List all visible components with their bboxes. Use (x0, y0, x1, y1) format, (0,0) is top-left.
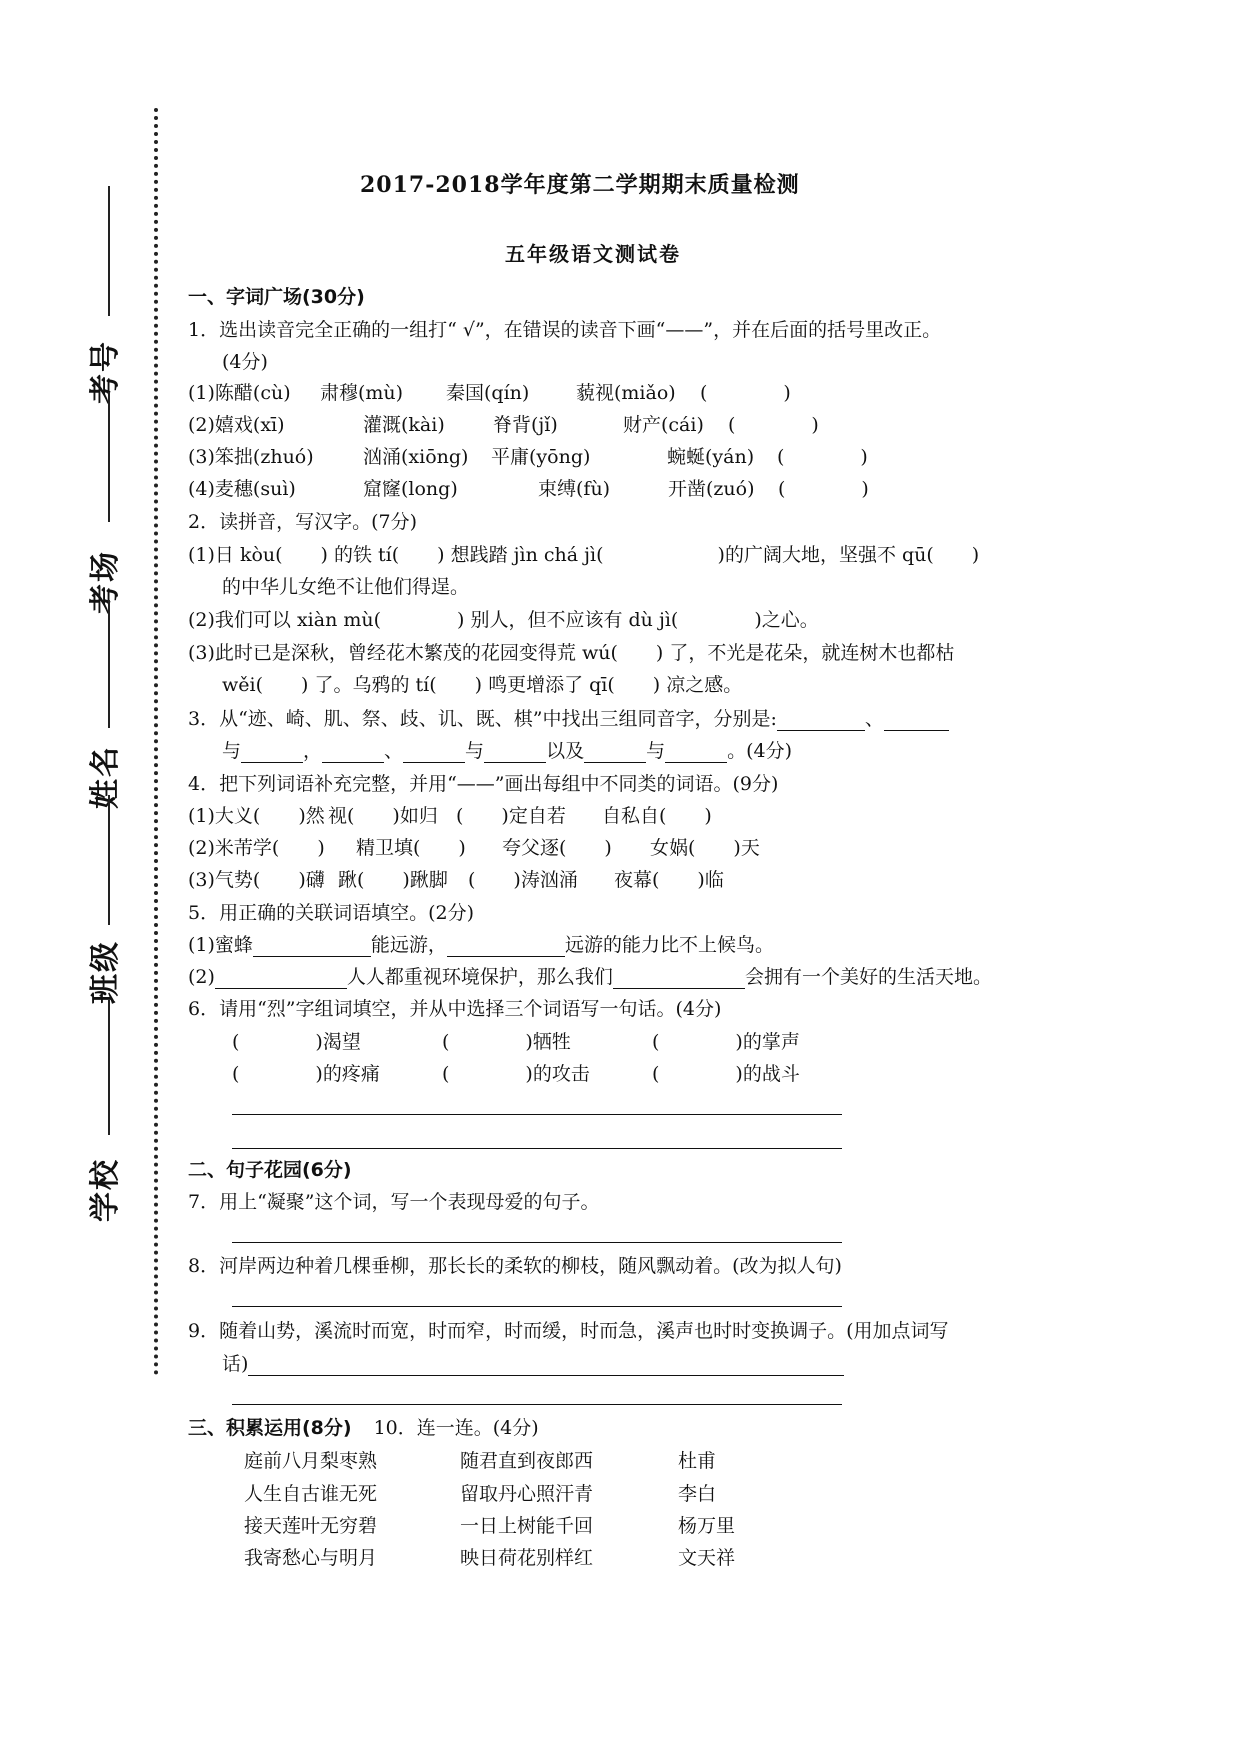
q7-answer-line[interactable] (232, 1242, 842, 1243)
poem-row-2 (244, 1482, 716, 1506)
q3-blank-8[interactable] (665, 743, 727, 763)
q6-text: 6．请用“烈”字组词填空，并从中选择三个词语写一句话。(4分) (188, 998, 722, 1020)
q4-row-3: (3)气势( )礴 踿( )踿脚 ( )涛汹涌 夜幕( )临 (188, 869, 724, 891)
poem-line-b3[interactable]: 一日上树能千回 (460, 1515, 594, 1537)
q1-score: (4分) (222, 351, 268, 373)
q3-blank-7[interactable] (584, 743, 646, 763)
q1-row-4: (4)麦穗(suì) 窟窿(long) 束缚(fù) 开凿(zuó) ( ) (188, 478, 869, 500)
poem-row-4 (244, 1546, 735, 1570)
q4-row-1: (1)大义( )然 视( )如归 ( )定自若 自私自( ) (188, 805, 712, 827)
q1-row-1: (1)陈醋(cù) 肃穆(mù) 秦国(qín) 藐视(miǎo) ( ) (188, 382, 791, 404)
q6-answer-line-1[interactable] (232, 1114, 842, 1115)
poem-line-b2[interactable]: 留取丹心照汗青 (460, 1483, 594, 1505)
poet-4[interactable]: 文天祥 (678, 1547, 736, 1569)
q8-answer-line[interactable] (232, 1306, 842, 1307)
q5-blank-1[interactable] (253, 937, 371, 957)
q9-answer-line-1[interactable] (248, 1356, 844, 1376)
poem-line-a2[interactable]: 人生自古谁无死 (244, 1483, 378, 1505)
q1-answer-3[interactable]: ( ) (777, 446, 868, 468)
q3-blank-5[interactable] (403, 743, 465, 763)
q2-line-1: (1)日 kòu( ) 的铁 tí( ) 想践踏 jìn chá jì( )的广阔大地，坚强不 qū( ) (188, 544, 980, 566)
q1-row-3: (3)笨拙(zhuó) 汹涌(xiōng) 平庸(yōng) 蜿蜒(yán) ( ) (188, 446, 868, 468)
side-label-school: 学校 (88, 1158, 123, 1222)
poet-1[interactable]: 杜甫 (678, 1450, 717, 1472)
q3-blank-2[interactable] (884, 711, 949, 731)
q9-text: 9．随着山势，溪流时而宽，时而窄，时而缓，时而急，溪声也时时变换调子。(用加点词写 (188, 1320, 949, 1342)
side-label-exam-number: 考号 (88, 340, 123, 404)
q4-row-2: (2)米芾学( ) 精卫填( ) 夸父逐( ) 女娲( )天 (188, 837, 760, 859)
q1-answer-4[interactable]: ( ) (778, 478, 869, 500)
q5-line-1: (1)蜜蜂 能远游， 远游的能力比不上候鸟。 (188, 934, 774, 956)
q2-line-3: (2)我们可以 xiàn mù( ) 别人，但不应该有 dù jì( )之心。 (188, 609, 819, 631)
q3-text: 3．从“迹、崎、肌、祭、歧、讥、既、棋”中找出三组同音字，分别是: 、 (188, 707, 949, 731)
q3-blank-4[interactable] (322, 743, 384, 763)
exam-room-field[interactable] (108, 392, 110, 522)
poem-row-3 (244, 1514, 735, 1538)
exam-number-field[interactable] (108, 186, 110, 316)
q9-answer-line-2[interactable] (232, 1404, 842, 1405)
q5-blank-4[interactable] (613, 969, 745, 989)
q6-answer-line-2[interactable] (232, 1148, 842, 1149)
q2-line-5: wěi( ) 了。乌鸦的 tí( ) 鸣更增添了 qī( ) 凉之感。 (222, 674, 743, 696)
q6-row-1: ( )渴望 ( )牺牲 ( )的掌声 (232, 1031, 800, 1053)
page-title: 2017-2018学年度第二学期期末质量检测 (360, 172, 800, 198)
section-2-heading: 二、句子花园(6分) (188, 1159, 352, 1181)
q1-text: 1．选出读音完全正确的一组打“ √”，在错误的读音下画“——”，并在后面的括号里改正。 (188, 319, 942, 341)
q2-text: 2．读拼音，写汉字。(7分) (188, 511, 418, 533)
q3-blank-6[interactable] (484, 743, 546, 763)
q3-blank-3[interactable] (241, 743, 303, 763)
q5-blank-3[interactable] (215, 969, 347, 989)
q10-text: 10．连一连。(4分) (373, 1417, 539, 1439)
side-label-name: 姓名 (88, 745, 123, 809)
side-label-exam-room: 考场 (88, 550, 123, 614)
binding-dotted-line (154, 108, 158, 1376)
q7-text: 7．用上“凝聚”这个词，写一个表现母爱的句子。 (188, 1191, 600, 1213)
side-label-class: 班级 (88, 940, 123, 1004)
q2-line-2: 的中华儿女绝不让他们得逞。 (222, 576, 470, 598)
poet-2[interactable]: 李白 (678, 1483, 717, 1505)
poet-3[interactable]: 杨万里 (678, 1515, 736, 1537)
section-1-heading: 一、字词广场(30分) (188, 286, 365, 308)
q5-text: 5．用正确的关联词语填空。(2分) (188, 902, 475, 924)
class-field[interactable] (108, 795, 110, 925)
q9-text-2: 话) (188, 1352, 844, 1376)
poem-line-a1[interactable]: 庭前八月梨枣熟 (244, 1450, 378, 1472)
q6-row-2: ( )的疼痛 ( )的攻击 ( )的战斗 (232, 1063, 800, 1085)
q2-line-4: (3)此时已是深秋，曾经花木繁茂的花园变得荒 wú( ) 了，不光是花朵，就连树木也都枯 (188, 642, 955, 664)
q3-line-2: 与 ， 、 与 以及 与 。(4分) (222, 740, 793, 762)
q1-row-2: (2)嬉戏(xī) 灌溉(kài) 脊背(jǐ) 财产(cái) ( ) (188, 414, 819, 436)
poem-line-a3[interactable]: 接天莲叶无穷碧 (244, 1515, 378, 1537)
q8-text: 8．河岸两边种着几棵垂柳，那长长的柔软的柳枝，随风飘动着。(改为拟人句) (188, 1255, 842, 1277)
q1-answer-2[interactable]: ( ) (728, 414, 819, 436)
name-field[interactable] (108, 600, 110, 728)
poem-line-a4[interactable]: 我寄愁心与明月 (244, 1547, 378, 1569)
section-3-heading: 三、积累运用(8分) (188, 1417, 352, 1439)
poem-row-1 (244, 1449, 716, 1473)
poem-line-b1[interactable]: 随君直到夜郎西 (460, 1450, 594, 1472)
q1-answer-1[interactable]: ( ) (700, 382, 791, 404)
school-field[interactable] (108, 1000, 110, 1135)
q5-blank-2[interactable] (447, 937, 565, 957)
section-3-row (188, 1416, 539, 1440)
poem-line-b4[interactable]: 映日荷花别样红 (460, 1547, 594, 1569)
q5-line-2: (2) 人人都重视环境保护，那么我们 会拥有一个美好的生活天地。 (188, 966, 992, 988)
page-subtitle: 五年级语文测试卷 (505, 242, 681, 266)
q3-blank-1[interactable] (777, 711, 865, 731)
q4-text: 4．把下列词语补充完整，并用“——”画出每组中不同类的词语。(9分) (188, 773, 779, 795)
